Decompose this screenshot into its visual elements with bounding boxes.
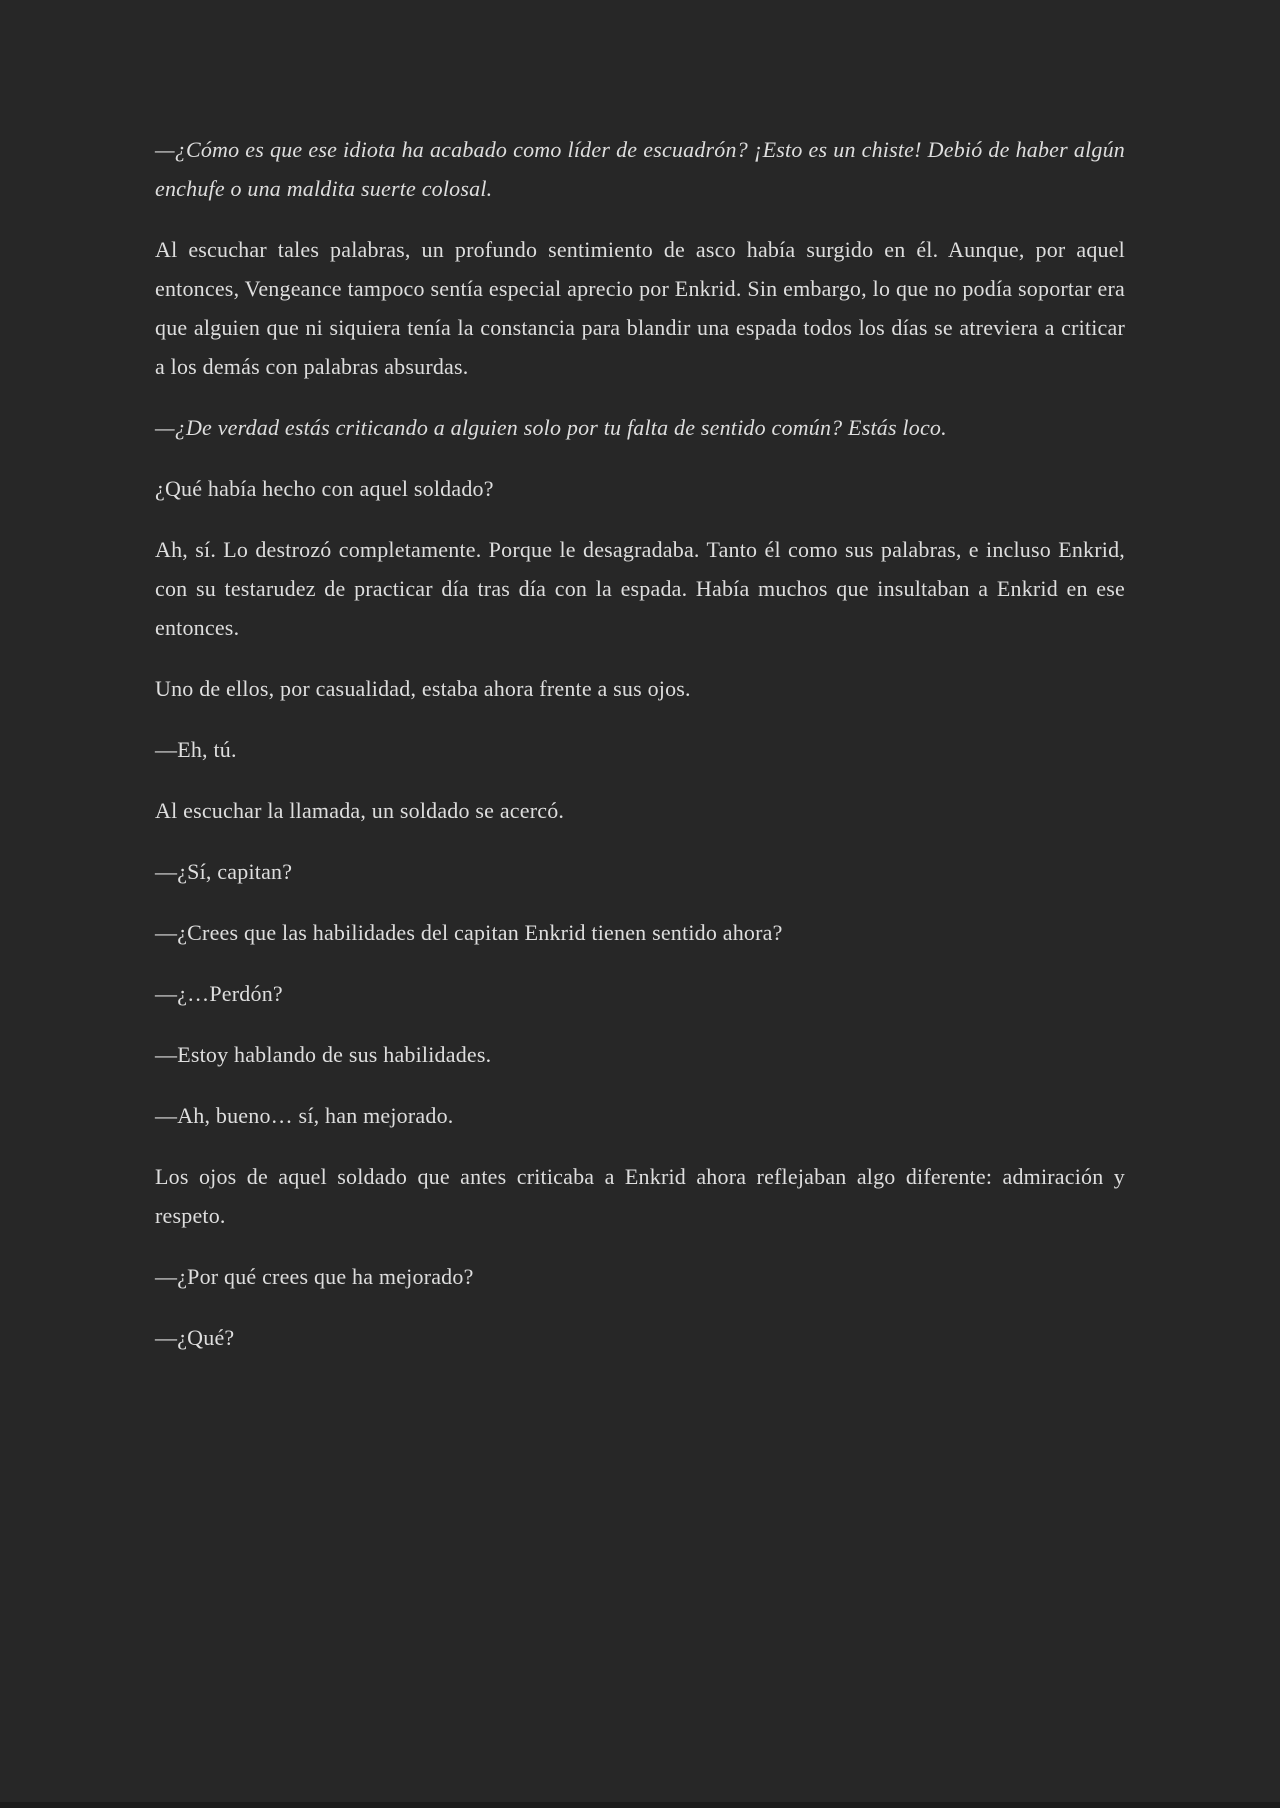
dialogue-line: —¿Crees que las habilidades del capitan Enkrid tienen sentido ahora?: [155, 920, 783, 945]
dialogue-line: —¿Sí, capitan?: [155, 859, 293, 884]
dialogue-quote-paragraph: —¿De verdad estás criticando a alguien solo por tu falta de sentido común? Estás loco.: [155, 415, 947, 440]
narration-paragraph: Los ojos de aquel soldado que antes criticaba a Enkrid ahora reflejaban algo diferente: admiración y respeto.: [155, 1164, 1125, 1228]
reader-page: [155, 0, 1125, 1357]
dialogue-line: —Eh, tú.: [155, 737, 237, 762]
dialogue-line: —¿…Perdón?: [155, 981, 283, 1006]
bottom-edge-strip: [0, 1802, 1280, 1808]
narration-paragraph: Ah, sí. Lo destrozó completamente. Porque le desagradaba. Tanto él como sus palabras, e incluso Enkrid, con su testarudez de practicar día tras día con la espada. Había muchos que insultaban a Enkrid en ese entonces.: [155, 537, 1125, 640]
dialogue-line: —¿Qué?: [155, 1325, 235, 1350]
dialogue-line: —Estoy hablando de sus habilidades.: [155, 1042, 492, 1067]
dialogue-line: —¿Por qué crees que ha mejorado?: [155, 1264, 474, 1289]
narration-paragraph: ¿Qué había hecho con aquel soldado?: [155, 476, 494, 501]
narration-paragraph: Uno de ellos, por casualidad, estaba ahora frente a sus ojos.: [155, 676, 691, 701]
dialogue-line: —Ah, bueno… sí, han mejorado.: [155, 1103, 454, 1128]
dialogue-quote-paragraph: —¿Cómo es que ese idiota ha acabado como líder de escuadrón? ¡Esto es un chiste! Debió de haber algún enchufe o una maldita suerte colosal.: [155, 137, 1125, 201]
narration-paragraph: Al escuchar tales palabras, un profundo sentimiento de asco había surgido en él. Aunque, por aquel entonces, Vengeance tampoco sentía especial aprecio por Enkrid. Sin embargo, lo que no podía soportar era que alguien que ni siquiera tenía la constancia para blandir una espada todos los días se atreviera a criticar a los demás con palabras absurdas.: [155, 237, 1125, 379]
narration-paragraph: Al escuchar la llamada, un soldado se acercó.: [155, 798, 565, 823]
